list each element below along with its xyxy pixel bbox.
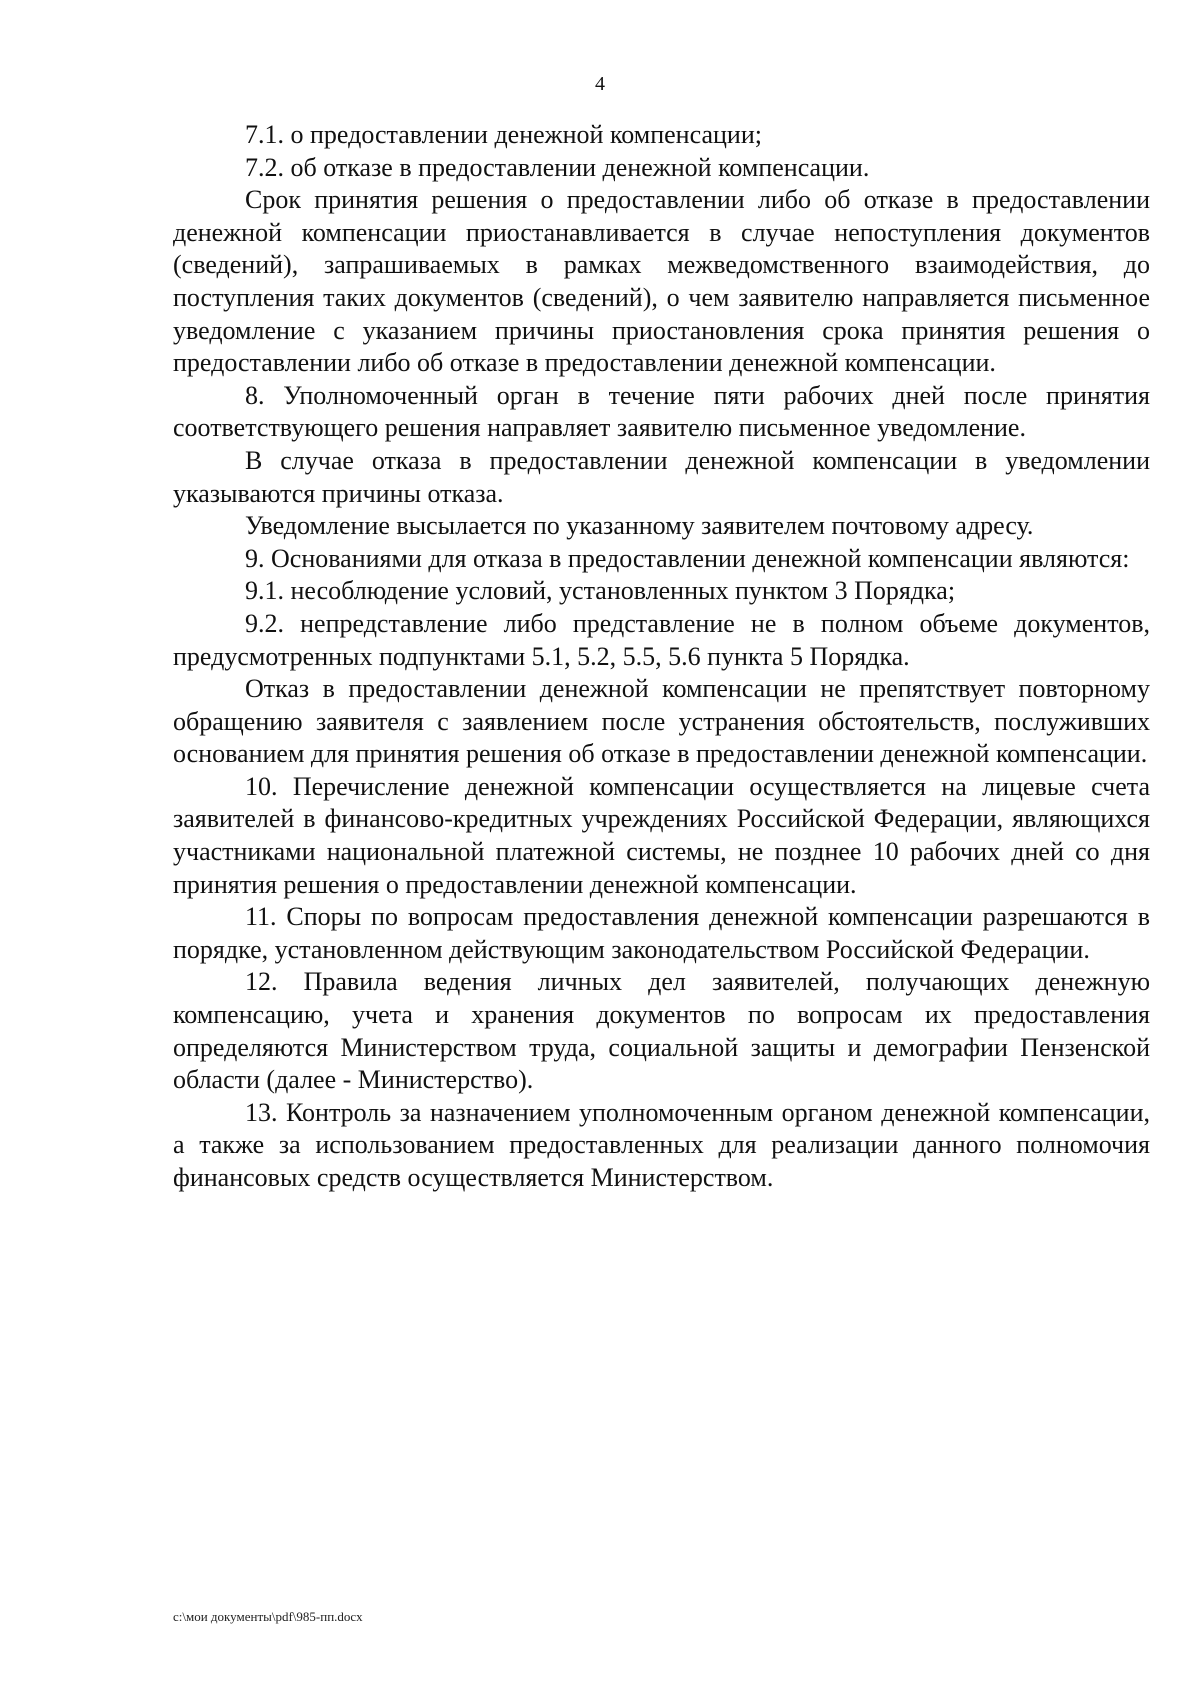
paragraph-10: 10. Перечисление денежной компенсации осуществляется на лицевые счета заявителей в финансово-кредитных учреждениях Российской Федерации, являющихся участниками национальной платежной системы, не позднее 10 рабочих дней со дня принятия решения о предоставлении денежной компенсации. — [173, 771, 1150, 899]
paragraph-12: 12. Правила ведения личных дел заявителей, получающих денежную компенсацию, учета и хранения документов по вопросам их предоставления определяются Министерством труда, социальной защиты и демографии Пензенской области (далее - Министерство). — [173, 967, 1150, 1095]
paragraph-7-1: 7.1. о предоставлении денежной компенсации; — [245, 120, 762, 149]
paragraph-11: 11. Споры по вопросам предоставления денежной компенсации разрешаются в порядке, установленном действующим законодательством Российской Федерации. — [173, 902, 1150, 964]
paragraph-repeat-application: Отказ в предоставлении денежной компенсации не препятствует повторному обращению заявителя с заявлением после устранения обстоятельств, послуживших основанием для принятия решения об отказе в предоставлении денежной компенсации. — [173, 674, 1150, 769]
paragraph-refusal-reasons: В случае отказа в предоставлении денежной компенсации в уведомлении указываются причины отказа. — [173, 445, 1150, 508]
paragraph-13: 13. Контроль за назначением уполномоченным органом денежной компенсации, а также за использованием предоставленных для реализации данного полномочия финансовых средств осуществляется Министерством. — [173, 1097, 1150, 1192]
page-number: 4 — [595, 73, 605, 95]
paragraph-9-2: 9.2. непредставление либо представление не в полном объеме документов, предусмотренных подпунктами 5.1, 5.2, 5.5, 5.6 пункта 5 Порядка. — [173, 608, 1150, 671]
paragraph-decision-term: Срок принятия решения о предоставлении либо об отказе в предоставлении денежной компенсации приостанавливается в случае непоступления документов (сведений), запрашиваемых в рамках межведомственного взаимодействия, до поступления таких документов (сведений), о чем заявителю направляется письменное уведомление с указанием причины приостановления срока принятия решения о предоставлении либо об отказе в предоставлении денежной компенсации. — [173, 185, 1150, 378]
file-path-footer: c:\мои документы\pdf\985-пп.docx — [173, 1609, 363, 1624]
paragraph-8: 8. Уполномоченный орган в течение пяти рабочих дней после принятия соответствующего решения направляет заявителю письменное уведомление. — [173, 380, 1150, 443]
paragraph-9-1: 9.1. несоблюдение условий, установленных пунктом 3 Порядка; — [245, 576, 956, 606]
paragraph-9: 9. Основаниями для отказа в предоставлении денежной компенсации являются: — [245, 543, 1130, 573]
paragraph-notification-address: Уведомление высылается по указанному заявителем почтовому адресу. — [245, 511, 1034, 541]
document-body — [173, 119, 1150, 1195]
paragraph-7-2: 7.2. об отказе в предоставлении денежной компенсации. — [245, 152, 870, 182]
